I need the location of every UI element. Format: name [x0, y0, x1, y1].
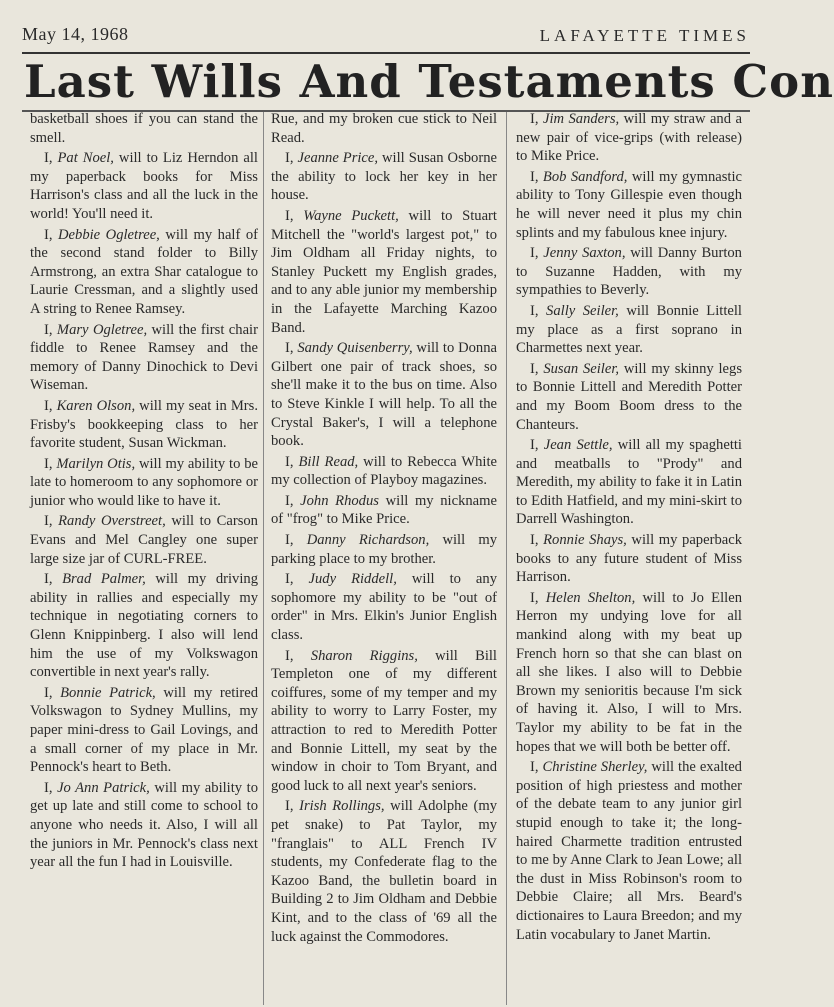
entry-text: will to Carson Evans and Mel Cangley one super large size jar of CURL-FREE. — [30, 513, 258, 567]
will-entry — [271, 110, 497, 147]
author-name: Ronnie Shays, — [543, 532, 627, 549]
entry-text: will my seat in Mrs. Frisby's bookkeeping class to her favorite student, Susan Wickman. — [30, 397, 258, 452]
entry-lead: I, — [44, 455, 57, 472]
entry-text: will my ability to get up late and still come to school to anyone who needs it. Also, I will all the juniors in Mr. Pennock's class next year all the fun I had in Louisville. — [30, 779, 258, 871]
will-entry — [30, 779, 258, 872]
entry-lead: I, — [530, 302, 547, 319]
entry-lead: I, — [530, 437, 544, 454]
entry-lead: I, — [44, 150, 58, 167]
entry-lead: I, — [44, 684, 61, 701]
author-name: Helen Shelton, — [545, 589, 636, 606]
author-name: Debbie Ogletree, — [58, 226, 160, 243]
entry-text: will my half of the second stand folder to Billy Armstrong, an extra Shar catalogue to Laurie Cressman, and a slightly used A string to Renee Ramsey. — [30, 226, 258, 317]
author-name: Karen Olson, — [56, 397, 136, 414]
entry-lead: I, — [285, 492, 301, 509]
entry-lead: I, — [530, 245, 544, 262]
author-name: Sally Seiler, — [546, 302, 619, 319]
entry-text: will to any sophomore my ability to be "out of order" in Mrs. Elkin's Junior English class. — [271, 571, 497, 644]
entry-lead: I, — [530, 589, 546, 606]
author-name: Bob Sandford, — [542, 168, 628, 185]
entry-text: will the first chair fiddle to Renee Ramsey and the memory of Danny Dinochick to Devi Wiseman. — [30, 321, 258, 394]
entry-lead: I, — [530, 532, 544, 549]
entry-lead: I, — [285, 453, 299, 470]
author-name: Danny Richardson, — [306, 532, 430, 549]
will-entry — [516, 168, 742, 242]
entry-text: will my straw and a new pair of vice-grips (with release) to Mike Price. — [516, 111, 742, 165]
author-name: Christine Sherley, — [542, 759, 648, 776]
entry-lead: I, — [530, 759, 543, 776]
entry-text: will my paperback books to any future student of Miss Harrison. — [516, 532, 742, 586]
author-name: Marilyn Otis, — [56, 455, 136, 472]
entry-text: will my skinny legs to Bonnie Littell and Meredith Potter and my Boom Boom dress to the Chanteurs. — [516, 360, 742, 433]
entry-lead: I, — [285, 532, 307, 549]
entry-text: Rue, and my broken cue stick to Neil Read. — [271, 111, 497, 146]
headline: Last Wills And Testaments Con — [24, 55, 834, 108]
author-name: Randy Overstreet, — [58, 513, 166, 530]
entry-lead: I, — [285, 571, 309, 588]
author-name: Jim Sanders, — [542, 111, 620, 127]
author-name: Judy Riddell, — [308, 571, 397, 588]
author-name: Bill Read, — [298, 453, 359, 470]
will-entry — [271, 570, 497, 644]
entry-text: will to Liz Herndon all my paperback books for Miss Harrison's class and all the luck in the world! You'll need it. — [30, 150, 258, 222]
author-name: Jenny Saxton, — [543, 245, 626, 262]
will-entry — [271, 647, 497, 796]
author-name: John Rhodus — [300, 492, 379, 509]
entry-text: will to Donna Gilbert one pair of track shoes, so she'll make it to the bus on time. Also to Steve Kinkle I will help. To all the Crystal Baker's, I will a telephone book. — [271, 340, 497, 450]
entry-text: will my parking place to my brother. — [271, 532, 497, 567]
entry-text: will Susan Osborne the ability to lock her key in her house. — [271, 150, 497, 204]
will-entry — [30, 226, 258, 319]
author-name: Irish Rollings, — [299, 798, 385, 815]
entry-text: will Bonnie Littell my place as a first soprano in Charmettes next year. — [516, 302, 742, 357]
entry-lead: I, — [285, 647, 311, 664]
will-entry — [30, 321, 258, 395]
will-entry — [516, 531, 742, 587]
author-name: Jeanne Price, — [297, 150, 379, 167]
entry-lead: I, — [530, 111, 543, 127]
will-entry — [516, 244, 742, 300]
issue-date: May 14, 1968 — [22, 24, 129, 44]
author-name: Pat Noel, — [57, 150, 114, 167]
entry-text: will Danny Burton to Suzanne Hadden, with my sympathies to Beverly. — [516, 245, 742, 299]
entry-lead: I, — [44, 226, 59, 243]
author-name: Sandy Quisenberry, — [297, 340, 413, 357]
will-entry — [271, 339, 497, 451]
will-entry — [30, 512, 258, 568]
author-name: Wayne Puckett, — [303, 207, 399, 224]
masthead — [22, 22, 750, 54]
will-entry — [271, 207, 497, 337]
will-entry — [30, 397, 258, 453]
will-entry — [516, 589, 742, 756]
entry-lead: I, — [285, 207, 304, 224]
entry-text: will Bill Templeton one of my different coiffures, some of my temper and my ability to worry to Larry Foster, my attraction to red to Meredith Potter and Bonnie Littell, my seat by the window in choir to Tom Bryant, and good luck to all next year's seniors. — [271, 647, 497, 794]
entry-text: will my nickname of "frog" to Mike Price. — [271, 492, 497, 528]
author-name: Susan Seiler, — [543, 360, 620, 377]
author-name: Brad Palmer, — [62, 571, 146, 588]
will-entry — [30, 684, 258, 777]
will-entry — [271, 149, 497, 205]
entry-text: will my ability to be late to homeroom to any sophomore or junior who would like to have it. — [30, 455, 258, 509]
will-entry — [516, 110, 742, 166]
entry-lead: I, — [44, 321, 57, 338]
entry-text: will my driving ability in rallies and especially my technique in negotiating corners to Glenn Knippinberg. I also will lend him the use of my Volkswagon convertible in next year's rally. — [30, 571, 258, 681]
entry-lead: I, — [44, 513, 59, 530]
entry-lead: I, — [285, 340, 298, 357]
entry-lead: I, — [44, 397, 57, 414]
will-entry — [516, 360, 742, 434]
author-name: Mary Ogletree, — [56, 321, 148, 338]
will-entry — [271, 453, 497, 490]
entry-text: will the exalted position of high priestess and mother of the debate team to any junior girl stupid enough to take it; the long-haired Charmette tradition entrusted to me by Anne Clark to Jean Lowe; all the dust in Miss Robinson's room to Debbie Claire; all Mrs. Beard's dictionaires to Laura Breedon; and my Latin vocabulary to Janet Martin. — [516, 759, 742, 943]
will-entry — [516, 436, 742, 529]
will-entry — [271, 492, 497, 529]
entry-text: will Adolphe (my pet snake) to Pat Taylor, my "franglais" to ALL French IV students, my Confederate flag to the Kazoo Band, the bulletin board in Building 2 to Jim Oldham and Debbie Kint, and to the class of '69 all the luck against the Commodores. — [271, 798, 497, 945]
entry-lead: I, — [530, 168, 543, 185]
author-name: Bonnie Patrick, — [60, 684, 156, 701]
will-entry — [30, 570, 258, 682]
will-entry — [271, 797, 497, 946]
entry-lead: I, — [44, 571, 63, 588]
entry-text: will all my spaghetti and meatballs to "Prody" and Meredith, my ability to fake it in Latin to Edith Hatfield, and my mini-skirt to Darrell Washington. — [516, 437, 742, 528]
will-entry — [30, 110, 258, 147]
entry-text: will to Stuart Mitchell the "world's largest pot," to Jim Oldham all Friday nights, to Stanley Puckett my English grades, and to any able junior my membership in the Lafayette Marching Kazoo Band. — [271, 207, 497, 336]
entry-text: will to Rebecca White my collection of Playboy magazines. — [271, 453, 497, 489]
entry-lead: I, — [285, 798, 300, 815]
entry-lead: I, — [44, 779, 58, 796]
will-entry — [30, 455, 258, 511]
will-entry — [271, 531, 497, 568]
column-divider — [263, 112, 264, 1005]
entry-text: will to Jo Ellen Herron my undying love for all mankind along with my beat up French horn so that she can blast on all she likes. I also will to Debbie Brown my senioritis because I'm sick of having it. Also, I will to Mrs. Taylor my ability to be fat in the hopes that we will both be better off. — [516, 589, 742, 755]
column-3 — [516, 110, 742, 1005]
column-2 — [271, 110, 497, 1005]
entry-lead: I, — [285, 150, 298, 167]
entry-text: will my retired Volkswagon to Sydney Mullins, my paper mini-dress to Gail Lovings, and a small corner of my place in Mr. Pennock's heart to Beth. — [30, 684, 258, 776]
column-divider — [506, 112, 507, 1005]
author-name: Jean Settle, — [543, 437, 613, 454]
column-1 — [30, 110, 258, 1005]
entry-text: basketball shoes if you can stand the smell. — [30, 111, 258, 146]
entry-text: will my gymnastic ability to Tony Gillespie even though he will never need it plus my chin splints and my fabulous knee injury. — [516, 168, 742, 241]
author-name: Jo Ann Patrick, — [57, 779, 150, 796]
entry-lead: I, — [530, 360, 544, 377]
author-name: Sharon Riggins, — [310, 647, 418, 664]
newspaper-name: LAFAYETTE TIMES — [539, 26, 750, 45]
will-entry — [516, 758, 742, 944]
will-entry — [516, 302, 742, 358]
will-entry — [30, 149, 258, 223]
